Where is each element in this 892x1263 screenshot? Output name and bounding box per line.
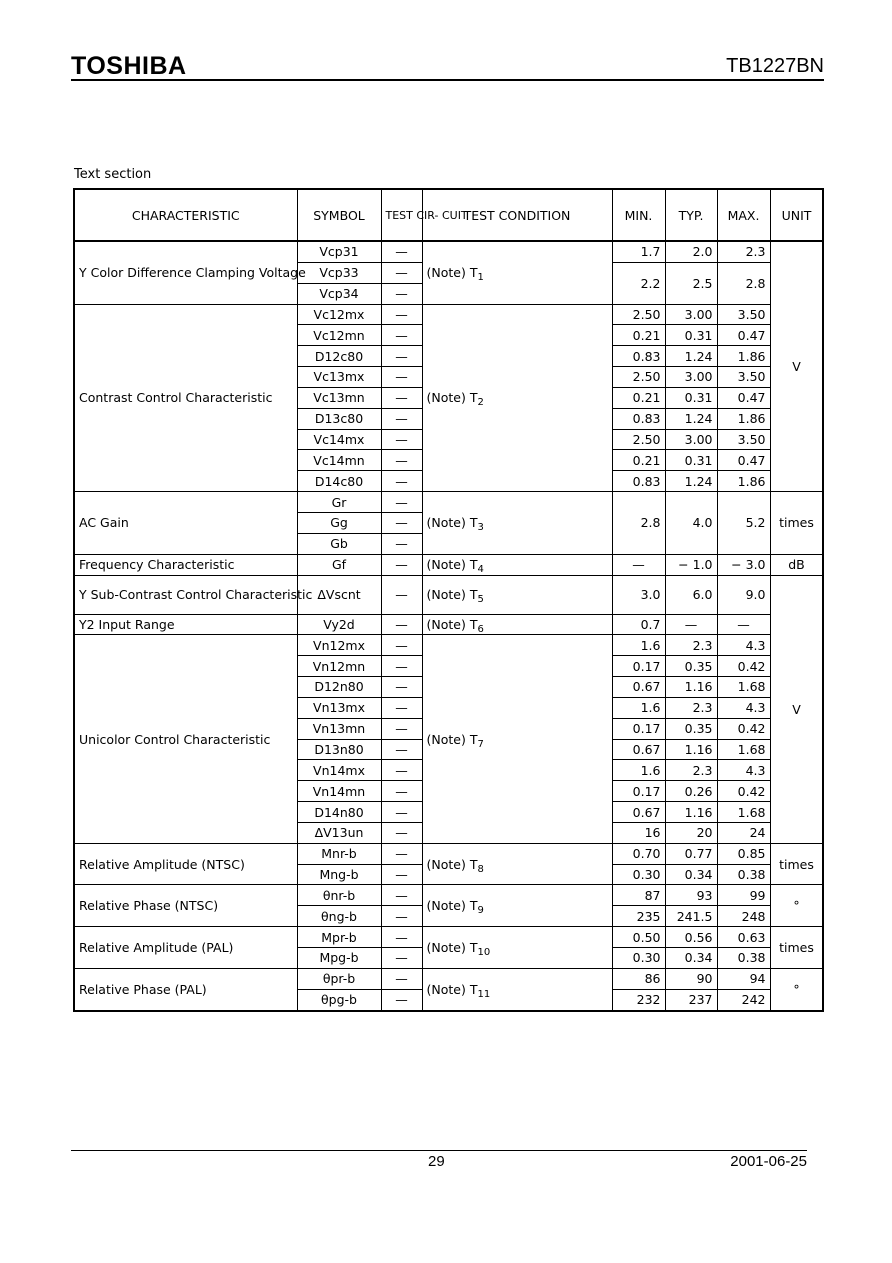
condition-cell: (Note) $T_{10}$ [422,927,612,969]
circuit-cell: — [381,677,422,698]
symbol-cell: Vcp33 [297,262,381,283]
condition-cell: (Note) $T_8$ [422,843,612,885]
typ-cell: 0.56 [665,927,717,948]
symbol-cell: Vc13mn [297,387,381,408]
condition-cell: (Note) $T_6$ [422,614,612,635]
typ-cell: 1.16 [665,802,717,823]
header-test-circuit: TEST CIR- CUIT [381,189,422,241]
max-cell: 0.47 [717,387,770,408]
circuit-cell: — [381,367,422,388]
max-cell: 0.42 [717,781,770,802]
symbol-cell: Vcp34 [297,283,381,304]
circuit-cell: — [381,760,422,781]
min-cell: 0.17 [612,656,665,677]
symbol-cell: Vn12mn [297,656,381,677]
section-title: Text section [74,167,152,182]
circuit-cell: — [381,533,422,554]
min-cell: 0.7 [612,614,665,635]
typ-cell: 1.24 [665,471,717,492]
min-cell: 0.30 [612,948,665,969]
typ-cell: 3.00 [665,304,717,325]
circuit-cell: — [381,948,422,969]
min-cell: 2.50 [612,304,665,325]
typ-cell: 2.5 [665,262,717,304]
max-cell: 1.68 [717,677,770,698]
symbol-cell: θng-b [297,906,381,927]
typ-cell: 0.77 [665,843,717,864]
char-y-sub-contrast: Y Sub-Contrast Control Characteristic [74,575,297,614]
max-cell: 99 [717,885,770,906]
circuit-cell: — [381,283,422,304]
typ-cell: 2.3 [665,697,717,718]
char-rel-phase-ntsc: Relative Phase (NTSC) [74,885,297,927]
char-rel-phase-pal: Relative Phase (PAL) [74,968,297,1010]
char-ac-gain: AC Gain [74,492,297,555]
min-cell: 2.8 [612,492,665,555]
header-unit: UNIT [770,189,823,241]
max-cell: − 3.0 [717,554,770,575]
symbol-cell: Vc12mn [297,325,381,346]
condition-cell: (Note) $T_7$ [422,635,612,843]
typ-cell: 0.31 [665,450,717,471]
circuit-cell: — [381,325,422,346]
circuit-cell: — [381,656,422,677]
footer-rule [71,1150,807,1151]
min-cell: 86 [612,968,665,989]
symbol-cell: Vc14mn [297,450,381,471]
max-cell: 3.50 [717,304,770,325]
typ-cell: 0.34 [665,948,717,969]
condition-cell: (Note) $T_1$ [422,241,612,304]
circuit-cell: — [381,512,422,533]
char-contrast: Contrast Control Characteristic [74,304,297,492]
circuit-cell: — [381,450,422,471]
typ-cell: 0.34 [665,864,717,885]
symbol-cell: Vcp31 [297,241,381,262]
char-rel-amp-pal: Relative Amplitude (PAL) [74,927,297,969]
symbol-cell: Gr [297,492,381,513]
condition-cell: (Note) $T_{11}$ [422,968,612,1010]
symbol-cell: Mng-b [297,864,381,885]
table-row [74,304,823,325]
header-typ: TYP. [665,189,717,241]
header-max: MAX. [717,189,770,241]
typ-cell: 4.0 [665,492,717,555]
typ-cell: 241.5 [665,906,717,927]
char-unicolor: Unicolor Control Characteristic [74,635,297,843]
page-number: 29 [428,1153,445,1170]
symbol-cell: D12c80 [297,346,381,367]
condition-cell: (Note) $T_5$ [422,575,612,614]
header-symbol: SYMBOL [297,189,381,241]
symbol-cell: ΔV13un [297,822,381,843]
typ-cell: 2.3 [665,760,717,781]
min-cell: 0.67 [612,739,665,760]
max-cell: 0.47 [717,450,770,471]
typ-cell: 3.00 [665,429,717,450]
min-cell: 16 [612,822,665,843]
typ-cell: 0.31 [665,387,717,408]
typ-cell: 2.0 [665,241,717,262]
circuit-cell: — [381,843,422,864]
min-cell: 232 [612,989,665,1010]
circuit-cell: — [381,408,422,429]
circuit-cell: — [381,885,422,906]
circuit-cell: — [381,781,422,802]
header-test-condition: TEST CONDITION [422,189,612,241]
typ-cell: − 1.0 [665,554,717,575]
unit-cell: times [770,927,823,969]
condition-cell: (Note) $T_3$ [422,492,612,555]
unit-cell: times [770,492,823,555]
max-cell: 3.50 [717,429,770,450]
company-logo: TOSHIBA [71,52,187,80]
circuit-cell: — [381,575,422,614]
circuit-cell: — [381,822,422,843]
unit-cell: ° [770,968,823,1010]
min-cell: 0.50 [612,927,665,948]
min-cell: 87 [612,885,665,906]
table-row [74,885,823,906]
symbol-cell: θnr-b [297,885,381,906]
symbol-cell: Vn12mx [297,635,381,656]
circuit-cell: — [381,614,422,635]
symbol-cell: θpg-b [297,989,381,1010]
unit-cell: V [770,575,823,843]
max-cell: — [717,614,770,635]
max-cell: 24 [717,822,770,843]
min-cell: 0.67 [612,677,665,698]
part-number: TB1227BN [726,55,824,77]
table-row [74,575,823,614]
max-cell: 0.38 [717,948,770,969]
typ-cell: 93 [665,885,717,906]
circuit-cell: — [381,262,422,283]
max-cell: 1.68 [717,739,770,760]
table-row [74,968,823,989]
table-row [74,843,823,864]
min-cell: 2.50 [612,367,665,388]
max-cell: 1.86 [717,346,770,367]
typ-cell: — [665,614,717,635]
circuit-cell: — [381,989,422,1010]
symbol-cell: Vc12mx [297,304,381,325]
min-cell: 1.6 [612,760,665,781]
max-cell: 5.2 [717,492,770,555]
table-header-row [74,189,823,241]
circuit-cell: — [381,241,422,262]
circuit-cell: — [381,718,422,739]
symbol-cell: Gf [297,554,381,575]
circuit-cell: — [381,927,422,948]
char-frequency: Frequency Characteristic [74,554,297,575]
typ-cell: 1.24 [665,346,717,367]
symbol-cell: Vn13mx [297,697,381,718]
min-cell: 1.6 [612,697,665,718]
circuit-cell: — [381,864,422,885]
table-row [74,554,823,575]
min-cell: 0.30 [612,864,665,885]
max-cell: 248 [717,906,770,927]
symbol-cell: ΔVscnt [297,575,381,614]
symbol-cell: θpr-b [297,968,381,989]
max-cell: 4.3 [717,760,770,781]
header-rule [71,79,824,81]
header-characteristic: CHARACTERISTIC [74,189,297,241]
typ-cell: 237 [665,989,717,1010]
min-cell: 0.17 [612,718,665,739]
typ-cell: 6.0 [665,575,717,614]
symbol-cell: D14c80 [297,471,381,492]
min-cell: — [612,554,665,575]
symbol-cell: D14n80 [297,802,381,823]
circuit-cell: — [381,346,422,367]
max-cell: 0.63 [717,927,770,948]
max-cell: 1.86 [717,471,770,492]
table-row [74,635,823,656]
condition-cell: (Note) $T_2$ [422,304,612,492]
circuit-cell: — [381,968,422,989]
min-cell: 2.50 [612,429,665,450]
unit-cell: ° [770,885,823,927]
max-cell: 242 [717,989,770,1010]
typ-cell: 2.3 [665,635,717,656]
unit-cell: V [770,241,823,492]
max-cell: 0.42 [717,718,770,739]
typ-cell: 3.00 [665,367,717,388]
table-row [74,927,823,948]
max-cell: 0.47 [717,325,770,346]
max-cell: 0.42 [717,656,770,677]
typ-cell: 90 [665,968,717,989]
max-cell: 1.86 [717,408,770,429]
typ-cell: 0.31 [665,325,717,346]
max-cell: 4.3 [717,697,770,718]
document-date: 2001-06-25 [730,1153,807,1170]
symbol-cell: Vc13mx [297,367,381,388]
symbol-cell: Vn14mx [297,760,381,781]
circuit-cell: — [381,697,422,718]
table-row [74,614,823,635]
circuit-cell: — [381,739,422,760]
spec-table [73,188,824,1012]
symbol-cell: D13n80 [297,739,381,760]
max-cell: 1.68 [717,802,770,823]
max-cell: 0.85 [717,843,770,864]
circuit-cell: — [381,429,422,450]
min-cell: 235 [612,906,665,927]
typ-cell: 0.35 [665,718,717,739]
char-y-clamp: Y Color Difference Clamping Voltage [74,241,297,304]
min-cell: 1.6 [612,635,665,656]
circuit-cell: — [381,906,422,927]
symbol-cell: Mnr-b [297,843,381,864]
max-cell: 2.8 [717,262,770,304]
char-y2-range: Y2 Input Range [74,614,297,635]
typ-cell: 1.16 [665,739,717,760]
typ-cell: 20 [665,822,717,843]
min-cell: 3.0 [612,575,665,614]
min-cell: 0.17 [612,781,665,802]
max-cell: 0.38 [717,864,770,885]
condition-cell: (Note) $T_4$ [422,554,612,575]
max-cell: 9.0 [717,575,770,614]
min-cell: 0.83 [612,346,665,367]
min-cell: 0.21 [612,450,665,471]
min-cell: 0.21 [612,387,665,408]
min-cell: 0.67 [612,802,665,823]
max-cell: 3.50 [717,367,770,388]
min-cell: 0.70 [612,843,665,864]
unit-cell: dB [770,554,823,575]
unit-cell: times [770,843,823,885]
char-rel-amp-ntsc: Relative Amplitude (NTSC) [74,843,297,885]
symbol-cell: D12n80 [297,677,381,698]
circuit-cell: — [381,387,422,408]
table-row [74,492,823,513]
circuit-cell: — [381,802,422,823]
typ-cell: 1.16 [665,677,717,698]
circuit-cell: — [381,554,422,575]
min-cell: 0.21 [612,325,665,346]
table-row [74,241,823,262]
circuit-cell: — [381,492,422,513]
header-min: MIN. [612,189,665,241]
max-cell: 4.3 [717,635,770,656]
circuit-cell: — [381,304,422,325]
symbol-cell: D13c80 [297,408,381,429]
min-cell: 0.83 [612,471,665,492]
circuit-cell: — [381,471,422,492]
min-cell: 0.83 [612,408,665,429]
typ-cell: 0.26 [665,781,717,802]
condition-cell: (Note) $T_9$ [422,885,612,927]
symbol-cell: Vn14mn [297,781,381,802]
min-cell: 1.7 [612,241,665,262]
typ-cell: 0.35 [665,656,717,677]
typ-cell: 1.24 [665,408,717,429]
symbol-cell: Vy2d [297,614,381,635]
circuit-cell: — [381,635,422,656]
max-cell: 2.3 [717,241,770,262]
max-cell: 94 [717,968,770,989]
symbol-cell: Mpg-b [297,948,381,969]
symbol-cell: Vn13mn [297,718,381,739]
min-cell: 2.2 [612,262,665,304]
symbol-cell: Vc14mx [297,429,381,450]
symbol-cell: Mpr-b [297,927,381,948]
symbol-cell: Gb [297,533,381,554]
symbol-cell: Gg [297,512,381,533]
